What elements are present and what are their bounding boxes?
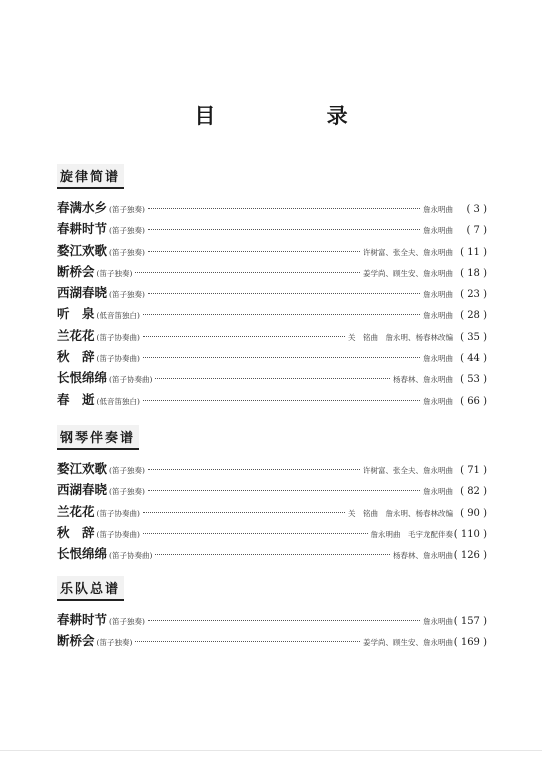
dot-leader bbox=[148, 490, 420, 491]
page-title: 目 录 bbox=[194, 103, 400, 128]
entry-subtitle: (低音笛独白) bbox=[96, 396, 140, 406]
toc-entry[interactable] bbox=[57, 326, 487, 347]
toc-entry[interactable] bbox=[57, 480, 487, 501]
entry-title: 断桥会 bbox=[57, 633, 95, 649]
section-heading: 钢琴伴奏谱 bbox=[57, 425, 139, 450]
entry-page-number: ( 110 ) bbox=[453, 528, 487, 540]
entry-title: 春 逝 bbox=[57, 391, 95, 407]
dot-leader bbox=[135, 272, 360, 273]
dot-leader bbox=[155, 554, 390, 555]
dot-leader bbox=[148, 208, 420, 209]
entry-author: 关 铭曲 詹永明、杨春林改编 bbox=[348, 508, 453, 518]
toc-entry[interactable] bbox=[57, 262, 487, 283]
toc-entry[interactable] bbox=[57, 368, 487, 389]
entry-page-number: ( 126 ) bbox=[453, 550, 487, 562]
entry-page-number: ( 7 ) bbox=[466, 225, 487, 237]
entry-author: 许树富、张全夫、詹永明曲 bbox=[363, 466, 453, 475]
entry-subtitle: (笛子协奏曲) bbox=[96, 529, 140, 539]
entry-subtitle: (笛子协奏曲) bbox=[109, 551, 153, 561]
entry-page-number: ( 169 ) bbox=[453, 637, 487, 649]
entry-author: 詹永明曲 bbox=[423, 487, 453, 497]
entry-subtitle: (笛子独奏) bbox=[109, 617, 145, 626]
dot-leader bbox=[143, 357, 420, 358]
toc-entry[interactable] bbox=[57, 283, 487, 304]
toc-entry[interactable] bbox=[57, 304, 487, 325]
entry-page-number: ( 157 ) bbox=[453, 616, 487, 627]
entry-subtitle: (低音笛独白) bbox=[96, 311, 140, 321]
entry-title: 春满水乡 bbox=[57, 200, 108, 215]
entry-author: 詹永明曲 bbox=[423, 354, 453, 364]
dot-leader bbox=[155, 378, 390, 379]
entry-title: 听 泉 bbox=[57, 306, 95, 322]
entry-author: 詹永明曲 bbox=[423, 226, 453, 236]
toc-entry[interactable] bbox=[57, 544, 487, 565]
entry-title: 秋 辞 bbox=[57, 349, 95, 365]
toc-entry[interactable] bbox=[57, 523, 487, 544]
entry-page-number: ( 35 ) bbox=[460, 331, 487, 343]
toc-entry[interactable] bbox=[57, 241, 487, 262]
entry-subtitle: (笛子独奏) bbox=[109, 205, 145, 214]
toc-entry[interactable] bbox=[57, 347, 487, 368]
entry-title: 春耕时节 bbox=[57, 221, 108, 237]
toc-section bbox=[57, 425, 487, 565]
entry-subtitle: (笛子协奏曲) bbox=[96, 332, 140, 342]
entry-page-number: ( 18 ) bbox=[460, 267, 487, 279]
entry-subtitle: (笛子独奏) bbox=[96, 638, 133, 648]
dot-leader bbox=[148, 251, 360, 252]
toc-entry[interactable] bbox=[57, 198, 487, 219]
entry-subtitle: (笛子独奏) bbox=[109, 290, 145, 300]
entry-subtitle: (笛子协奏曲) bbox=[96, 508, 140, 518]
page-bottom-divider bbox=[0, 750, 542, 751]
entry-title: 秋 辞 bbox=[57, 524, 95, 540]
entry-author: 詹永明曲 bbox=[423, 205, 453, 214]
entry-page-number: ( 28 ) bbox=[460, 310, 487, 322]
toc-entry[interactable] bbox=[57, 459, 487, 480]
entry-title: 长恨绵绵 bbox=[57, 370, 108, 386]
entry-title: 长恨绵绵 bbox=[57, 546, 108, 562]
dot-leader bbox=[143, 336, 345, 337]
entry-author: 姜学尚、顾生安、詹永明曲 bbox=[363, 268, 453, 278]
dot-leader bbox=[148, 293, 420, 294]
toc-section bbox=[57, 576, 487, 653]
entry-page-number: ( 90 ) bbox=[460, 507, 487, 519]
toc-entry[interactable] bbox=[57, 631, 487, 652]
entry-page-number: ( 82 ) bbox=[460, 486, 487, 498]
entry-title: 婺江欢歌 bbox=[57, 242, 108, 258]
section-heading: 乐队总谱 bbox=[57, 576, 124, 601]
dot-leader bbox=[143, 400, 420, 401]
entry-page-number: ( 66 ) bbox=[460, 395, 487, 407]
entry-page-number: ( 44 ) bbox=[460, 353, 487, 365]
entry-author: 詹永明曲 bbox=[423, 396, 453, 406]
entry-author: 许树富、张全夫、詹永明曲 bbox=[363, 247, 453, 257]
entry-author: 杨春林、詹永明曲 bbox=[393, 375, 453, 385]
dot-leader bbox=[148, 469, 360, 470]
entry-title: 春耕时节 bbox=[57, 612, 108, 627]
toc-entry[interactable] bbox=[57, 390, 487, 411]
dot-leader bbox=[148, 620, 420, 621]
entry-author: 詹永明曲 bbox=[423, 290, 453, 300]
entry-subtitle: (笛子独奏) bbox=[109, 487, 145, 497]
section-heading: 旋律简谱 bbox=[57, 164, 124, 189]
entry-title: 兰花花 bbox=[57, 327, 95, 343]
entry-author: 关 铭曲 詹永明、杨春林改编 bbox=[348, 332, 453, 342]
entry-page-number: ( 71 ) bbox=[460, 465, 487, 476]
entry-author: 姜学尚、顾生安、詹永明曲 bbox=[363, 638, 453, 648]
entry-subtitle: (笛子协奏曲) bbox=[96, 354, 140, 364]
toc-entry[interactable] bbox=[57, 610, 487, 631]
entry-subtitle: (笛子独奏) bbox=[109, 247, 145, 257]
entry-title: 断桥会 bbox=[57, 263, 95, 279]
entry-page-number: ( 53 ) bbox=[460, 374, 487, 386]
entry-subtitle: (笛子独奏) bbox=[96, 268, 133, 278]
entry-author: 詹永明曲 bbox=[423, 617, 453, 626]
dot-leader bbox=[143, 512, 345, 513]
entry-page-number: ( 11 ) bbox=[460, 246, 487, 258]
toc-section bbox=[57, 164, 487, 411]
entry-title: 婺江欢歌 bbox=[57, 461, 108, 476]
dot-leader bbox=[143, 314, 420, 315]
entry-page-number: ( 23 ) bbox=[460, 289, 487, 301]
entry-title: 西湖春晓 bbox=[57, 285, 108, 301]
entry-page-number: ( 3 ) bbox=[466, 204, 487, 215]
entry-title: 兰花花 bbox=[57, 503, 95, 519]
entry-author: 詹永明曲 bbox=[423, 311, 453, 321]
dot-leader bbox=[135, 641, 360, 642]
dot-leader bbox=[148, 229, 420, 230]
toc-entry[interactable] bbox=[57, 219, 487, 240]
dot-leader bbox=[143, 533, 368, 534]
entry-author: 杨春林、詹永明曲 bbox=[393, 551, 453, 561]
entry-subtitle: (笛子独奏) bbox=[109, 466, 145, 475]
entry-title: 西湖春晓 bbox=[57, 482, 108, 498]
entry-subtitle: (笛子独奏) bbox=[109, 226, 145, 236]
entry-subtitle: (笛子协奏曲) bbox=[109, 375, 153, 385]
entry-author: 詹永明曲 毛宇龙配伴奏 bbox=[370, 529, 453, 539]
toc-entry[interactable] bbox=[57, 502, 487, 523]
